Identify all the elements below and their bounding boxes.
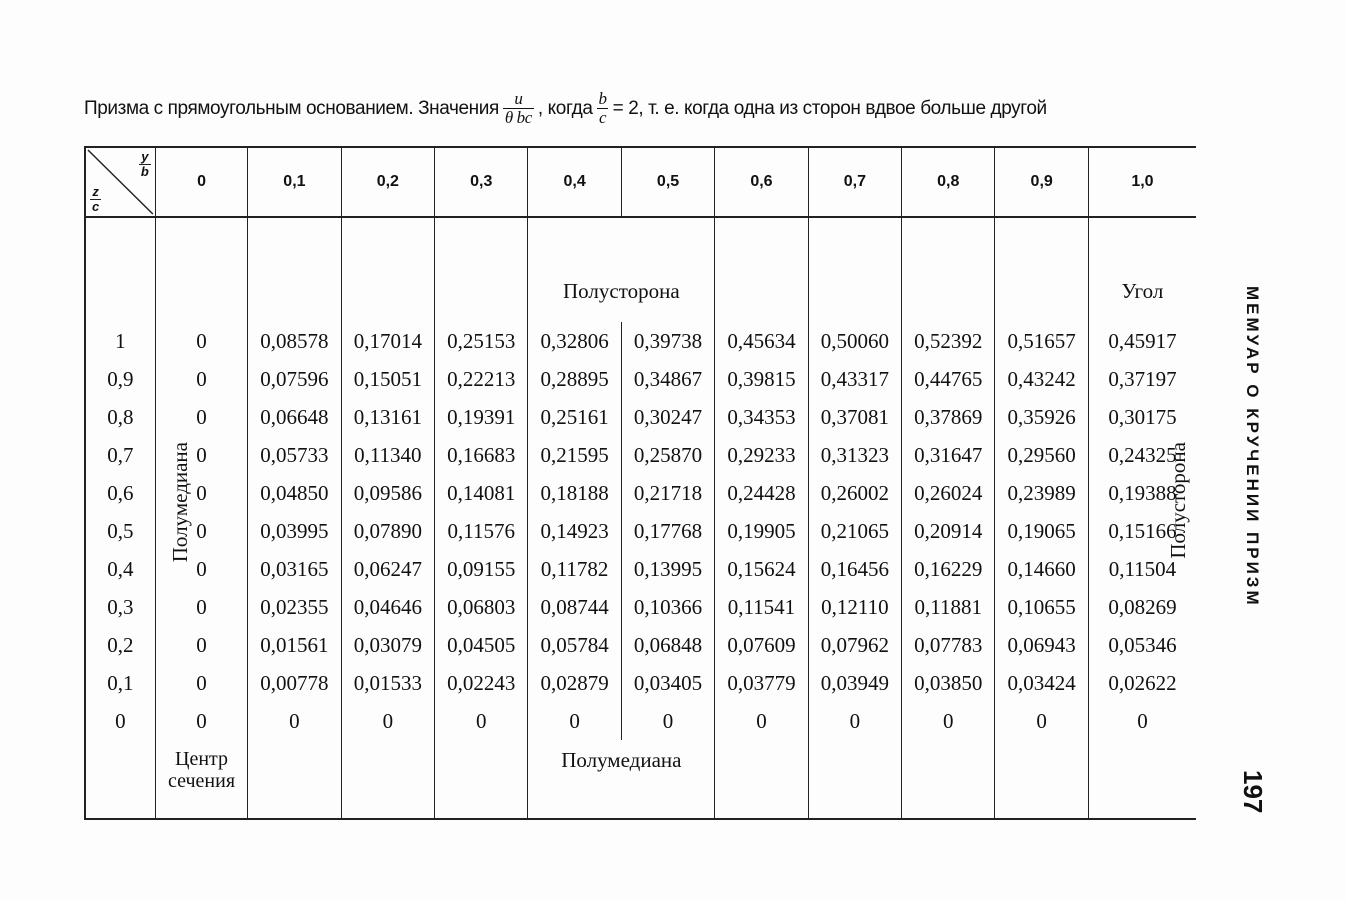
values-table (84, 146, 1196, 820)
table-cell: 0 (528, 702, 621, 740)
table-cell: 0,08744 (528, 588, 621, 626)
table-cell: 0,08269 (1088, 588, 1196, 626)
table-cell: 0,03779 (715, 664, 808, 702)
table-cell: 0,14081 (435, 474, 528, 512)
corner-cell (85, 147, 155, 217)
column-header: 0,4 (528, 147, 621, 217)
table-cell: 0,19905 (715, 512, 808, 550)
bottom-half-median-label: Полумедиана (528, 740, 715, 819)
row-z-value: 0,9 (85, 360, 155, 398)
row-z-value: 1 (85, 322, 155, 360)
table-cell: 0,01533 (341, 664, 434, 702)
table-cell: 0,10366 (621, 588, 714, 626)
table-row (85, 322, 1196, 360)
table-cell: 0,19388 (1088, 474, 1196, 512)
table-cell: 0,07890 (341, 512, 434, 550)
table-cell: 0,20914 (902, 512, 995, 550)
table-row (85, 664, 1196, 702)
table-cell: 0,21718 (621, 474, 714, 512)
fraction-numerator: u (514, 89, 523, 108)
table-cell: 0,03405 (621, 664, 714, 702)
column-header: 0,7 (808, 147, 901, 217)
table-cell: 0,17014 (341, 322, 434, 360)
table-cell: 0,43242 (995, 360, 1088, 398)
table-row (85, 436, 1196, 474)
table-cell: 0,21065 (808, 512, 901, 550)
table-cell: 0,31647 (902, 436, 995, 474)
table-row (85, 512, 1196, 550)
top-corner-label: Угол (1088, 217, 1196, 322)
table-cell: 0,35926 (995, 398, 1088, 436)
table-cell: 0,25161 (528, 398, 621, 436)
table-cell: 0,05346 (1088, 626, 1196, 664)
column-header: 0,1 (248, 147, 341, 217)
row-z-value: 0 (85, 702, 155, 740)
table-cell: 0,18188 (528, 474, 621, 512)
table-cell: 0,19065 (995, 512, 1088, 550)
fraction-u-theta-bc (503, 90, 534, 127)
table-cell: 0,07596 (248, 360, 341, 398)
table-cell: 0,07609 (715, 626, 808, 664)
table-cell: 0,24325 (1088, 436, 1196, 474)
column-header: 0,2 (341, 147, 434, 217)
table-cell: 0,39738 (621, 322, 714, 360)
table-cell: 0,06803 (435, 588, 528, 626)
table-cell: 0,13995 (621, 550, 714, 588)
caption-text-after: = 2, т. е. когда одна из сторон вдвое больше другой (612, 97, 1047, 119)
table-cell: 0 (155, 512, 247, 550)
table-cell: 0,16683 (435, 436, 528, 474)
table-cell: 0,30247 (621, 398, 714, 436)
table-cell: 0,30175 (1088, 398, 1196, 436)
table-cell: 0,03949 (808, 664, 901, 702)
table-cell: 0,26024 (902, 474, 995, 512)
row-z-value: 0,6 (85, 474, 155, 512)
table-cell: 0,05784 (528, 626, 621, 664)
table-row (85, 360, 1196, 398)
table-row (85, 626, 1196, 664)
column-header: 0,9 (995, 147, 1088, 217)
y-over-b-label: y b (140, 149, 149, 179)
label-row-top (85, 217, 1196, 322)
row-z-value: 0,5 (85, 512, 155, 550)
table-cell: 0,06247 (341, 550, 434, 588)
table-cell: 0,15166 (1088, 512, 1196, 550)
table-cell: 0,29233 (715, 436, 808, 474)
table-cell: 0,44765 (902, 360, 995, 398)
fraction-numerator: b (598, 89, 607, 108)
table-cell: 0,22213 (435, 360, 528, 398)
table-cell: 0,37081 (808, 398, 901, 436)
fraction-b-c (597, 90, 609, 127)
table-cell: 0,05733 (248, 436, 341, 474)
table-cell: 0,15051 (341, 360, 434, 398)
row-z-value: 0,7 (85, 436, 155, 474)
table-cell: 0,02879 (528, 664, 621, 702)
table-row (85, 398, 1196, 436)
running-head: МЕМУАР О КРУЧЕНИИ ПРИЗМ (1243, 286, 1262, 608)
table-cell: 0,37197 (1088, 360, 1196, 398)
table-caption (84, 90, 1204, 127)
table-cell: 0,02243 (435, 664, 528, 702)
table-cell: 0,34867 (621, 360, 714, 398)
table-row (85, 588, 1196, 626)
table-cell: 0,03079 (341, 626, 434, 664)
table-cell: 0,52392 (902, 322, 995, 360)
table-cell: 0,03165 (248, 550, 341, 588)
table-cell: 0 (155, 626, 247, 664)
table-cell: 0,15624 (715, 550, 808, 588)
table-cell: 0 (155, 474, 247, 512)
row-z-value: 0,3 (85, 588, 155, 626)
table-row (85, 550, 1196, 588)
column-header: 0,5 (621, 147, 714, 217)
table-cell: 0,04646 (341, 588, 434, 626)
table-cell: 0,24428 (715, 474, 808, 512)
table-cell: 0,45634 (715, 322, 808, 360)
row-z-value: 0,2 (85, 626, 155, 664)
table-cell: 0 (248, 702, 341, 740)
table-row (85, 474, 1196, 512)
left-half-median-label: Полумедиана (168, 442, 192, 563)
column-header: 0 (155, 147, 247, 217)
column-header: 0,3 (435, 147, 528, 217)
z-over-c-label: z c (92, 184, 100, 214)
right-half-side-label: Полусторона (1166, 442, 1190, 559)
table-cell: 0,09155 (435, 550, 528, 588)
table-cell: 0,51657 (995, 322, 1088, 360)
table-cell: 0 (155, 322, 247, 360)
table-cell: 0 (1088, 702, 1196, 740)
table-cell: 0,03995 (248, 512, 341, 550)
table-cell: 0,14923 (528, 512, 621, 550)
table-cell: 0,11881 (902, 588, 995, 626)
table-cell: 0 (155, 664, 247, 702)
table-cell: 0,39815 (715, 360, 808, 398)
table-cell: 0,31323 (808, 436, 901, 474)
table-cell: 0,04850 (248, 474, 341, 512)
table-cell: 0,26002 (808, 474, 901, 512)
table-cell: 0 (155, 550, 247, 588)
table-cell: 0 (808, 702, 901, 740)
table-cell: 0,04505 (435, 626, 528, 664)
table-cell: 0,10655 (995, 588, 1088, 626)
table-cell: 0,06848 (621, 626, 714, 664)
table-cell: 0,34353 (715, 398, 808, 436)
page-number: 197 (1238, 770, 1268, 814)
table-cell: 0,02355 (248, 588, 341, 626)
fraction-denominator: c (598, 108, 607, 127)
table-cell: 0,12110 (808, 588, 901, 626)
table-cell: 0,11576 (435, 512, 528, 550)
column-header: 0,8 (902, 147, 995, 217)
table-cell: 0,11340 (341, 436, 434, 474)
column-header: 1,0 (1088, 147, 1196, 217)
table-cell: 0,37869 (902, 398, 995, 436)
table-cell: 0,16229 (902, 550, 995, 588)
row-z-value: 0,1 (85, 664, 155, 702)
row-z-value: 0,8 (85, 398, 155, 436)
table-cell: 0,06648 (248, 398, 341, 436)
caption-text-mid: , когда (537, 97, 593, 119)
table-cell: 0 (995, 702, 1088, 740)
table-cell: 0 (715, 702, 808, 740)
table-cell: 0,14660 (995, 550, 1088, 588)
table-cell: 0 (341, 702, 434, 740)
table-cell: 0,21595 (528, 436, 621, 474)
table-cell: 0,06943 (995, 626, 1088, 664)
table-cell: 0,19391 (435, 398, 528, 436)
table-cell: 0,03850 (902, 664, 995, 702)
table-cell: 0 (621, 702, 714, 740)
table-cell: 0,50060 (808, 322, 901, 360)
table-row (85, 702, 1196, 740)
row-z-value: 0,4 (85, 550, 155, 588)
table-cell: 0,29560 (995, 436, 1088, 474)
table-cell: 0,07962 (808, 626, 901, 664)
table-cell: 0 (435, 702, 528, 740)
table-cell: 0,45917 (1088, 322, 1196, 360)
table-cell: 0,17768 (621, 512, 714, 550)
values-table-container (84, 146, 1196, 808)
table-cell: 0,11504 (1088, 550, 1196, 588)
table-cell: 0,16456 (808, 550, 901, 588)
caption-text-before: Призма с прямоугольным основанием. Значения (84, 97, 499, 119)
header-row (85, 147, 1196, 217)
table-cell: 0,25870 (621, 436, 714, 474)
table-cell: 0,00778 (248, 664, 341, 702)
table-cell: 0,11782 (528, 550, 621, 588)
table-cell: 0 (155, 702, 247, 740)
table-cell: 0,25153 (435, 322, 528, 360)
table-cell: 0 (155, 436, 247, 474)
table-cell: 0,09586 (341, 474, 434, 512)
table-cell: 0,01561 (248, 626, 341, 664)
bottom-center-label: Центр сечения (155, 740, 247, 819)
table-cell: 0,13161 (341, 398, 434, 436)
table-cell: 0 (155, 398, 247, 436)
table-cell: 0 (902, 702, 995, 740)
table-cell: 0,28895 (528, 360, 621, 398)
table-cell: 0,32806 (528, 322, 621, 360)
table-cell: 0 (155, 588, 247, 626)
label-row-bottom (85, 740, 1196, 819)
table-cell: 0,07783 (902, 626, 995, 664)
table-cell: 0 (155, 360, 247, 398)
top-half-side-label: Полусторона (528, 217, 715, 322)
table-cell: 0,11541 (715, 588, 808, 626)
table-cell: 0,02622 (1088, 664, 1196, 702)
table-cell: 0,23989 (995, 474, 1088, 512)
fraction-denominator: θ bc (504, 108, 532, 127)
table-cell: 0,43317 (808, 360, 901, 398)
table-cell: 0,08578 (248, 322, 341, 360)
table-cell: 0,03424 (995, 664, 1088, 702)
column-header: 0,6 (715, 147, 808, 217)
